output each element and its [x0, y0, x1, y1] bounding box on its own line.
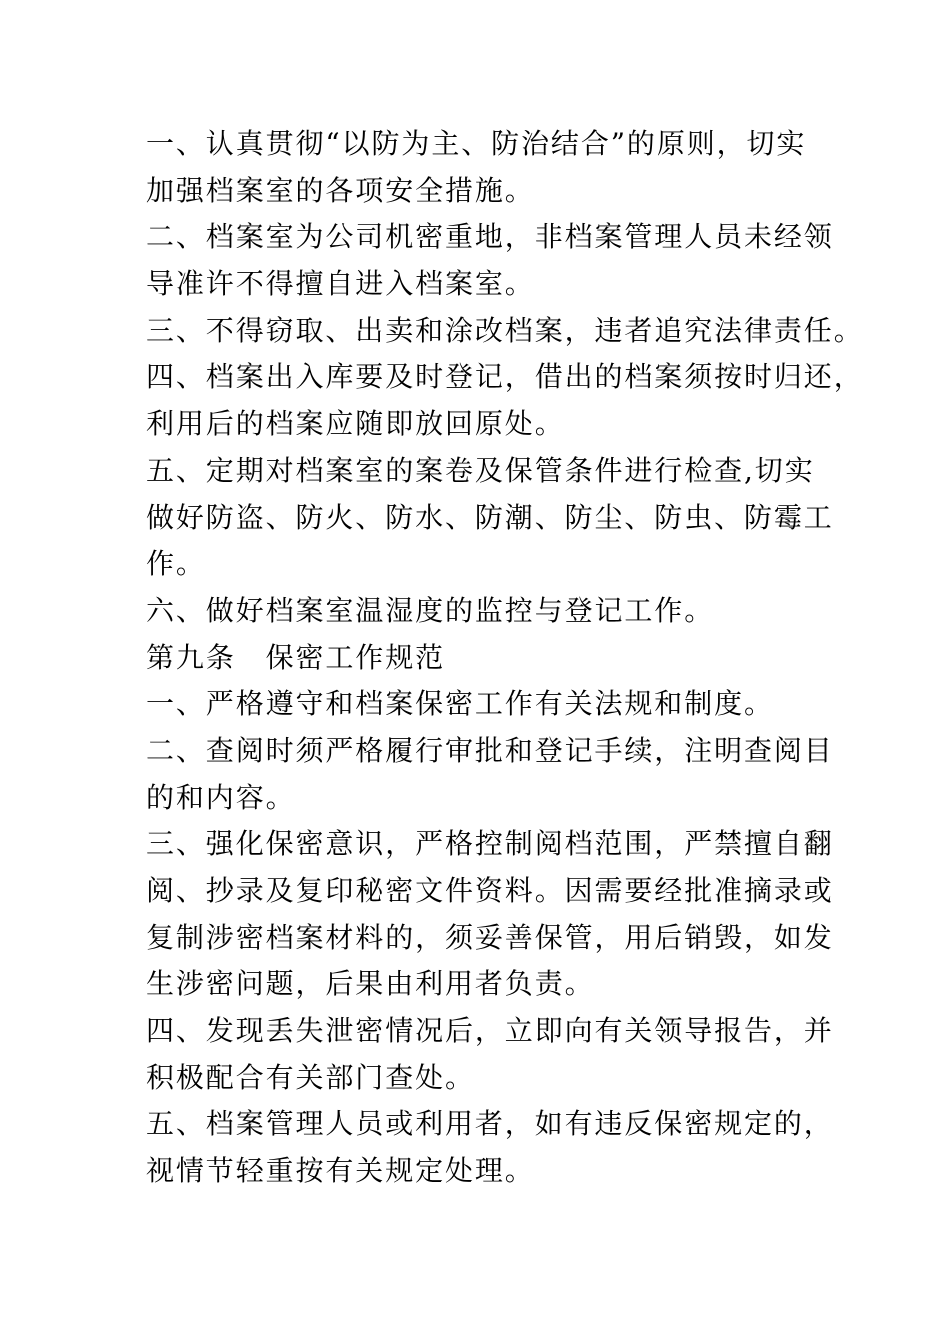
text-line: 一、严格遵守和档案保密工作有关法规和制度。	[146, 687, 774, 721]
text-line: 四、发现丢失泄密情况后，立即向有关领导报告，并	[146, 1014, 834, 1048]
text-line: 作。	[146, 547, 206, 581]
text-line: 复制涉密档案材料的，须妥善保管，用后销毁，如发	[146, 920, 834, 954]
text-line: 六、做好档案室温湿度的监控与登记工作。	[146, 593, 715, 627]
text-line: 三、强化保密意识，严格控制阅档范围，严禁擅自翻	[146, 827, 834, 861]
text-line: 生涉密问题，后果由利用者负责。	[146, 967, 595, 1001]
section-heading: 第九条 保密工作规范	[146, 640, 446, 674]
text-line: 四、档案出入库要及时登记，借出的档案须按时归还，	[146, 360, 864, 394]
text-line: 二、档案室为公司机密重地，非档案管理人员未经领	[146, 220, 834, 254]
text-line: 导准许不得擅自进入档案室。	[146, 267, 535, 301]
text-line: 五、定期对档案室的案卷及保管条件进行检查,切实	[146, 453, 815, 487]
text-line: 做好防盗、防火、防水、防潮、防尘、防虫、防霉工	[146, 500, 834, 534]
text-line: 视情节轻重按有关规定处理。	[146, 1154, 535, 1188]
text-line: 积极配合有关部门查处。	[146, 1060, 475, 1094]
text-line: 五、档案管理人员或利用者，如有违反保密规定的，	[146, 1107, 834, 1141]
text-line: 的和内容。	[146, 780, 296, 814]
text-line: 二、查阅时须严格履行审批和登记手续，注明查阅目	[146, 733, 834, 767]
text-line: 三、不得窃取、出卖和涂改档案，违者追究法律责任。	[146, 313, 864, 347]
text-line: 加强档案室的各项安全措施。	[146, 173, 535, 207]
text-line: 阅、抄录及复印秘密文件资料。因需要经批准摘录或	[146, 874, 834, 907]
document-body	[146, 121, 864, 1195]
text-line: 一、认真贯彻“以防为主、防治结合”的原则，切实	[146, 127, 807, 160]
text-line: 利用后的档案应随即放回原处。	[146, 407, 565, 441]
